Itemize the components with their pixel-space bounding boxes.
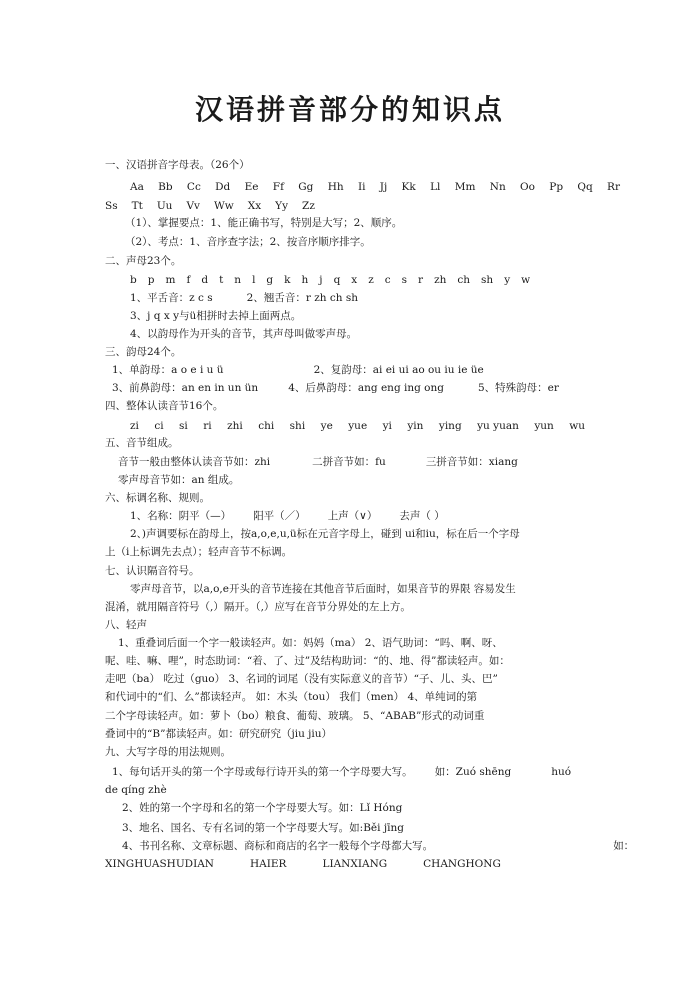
initial-consonant: b [130,274,137,286]
initial-consonant: w [521,274,531,286]
alphabet-letter-pair: Kk [401,181,416,193]
alphabet-letter-pair: Ll [430,181,441,193]
section-3-line-1 [112,363,484,377]
whole-syllable: yue [348,420,368,432]
section-8-line-5: 二个字母读轻声。如：萝卜（bo）粮食、葡萄、玻璃。 5、“ABAB”形式的动词重 [105,710,485,722]
initial-consonant: k [284,274,291,286]
alphabet-letter-pair: Zz [302,200,315,212]
brand-name: CHANGHONG [423,858,501,870]
section-1-point-2: （2）、考点：1、音序查字法；2、按音序顺序排字。 [125,236,371,248]
section-2-heading: 二、声母23个。 [105,255,182,267]
brand-name: XINGHUASHUDIAN [105,858,214,870]
section-1-heading: 一、汉语拼音字母表。（26个） [105,159,250,171]
brand-names-list [105,857,501,871]
section-8-line-2: 呢、哇、嘛、哩”，时态助词：“着、了、过”及结构助词：“的、地、得”都读轻声。如： [105,655,510,667]
alphabet-letter-pair: Hh [327,181,344,193]
whole-syllable: zi [130,420,139,432]
alphabet-row-1 [130,180,620,194]
section-3-line-2 [112,381,559,395]
capital-example-1-cont: huó [551,766,572,778]
alphabet-letter-pair: Cc [186,181,201,193]
initial-consonant: f [186,274,191,286]
section-2-point-3: 3、j q x y与ü相拼时去掉上面两点。 [130,310,302,322]
section-6-tones [130,509,445,523]
initial-consonant: x [351,274,358,286]
alphabet-letter-pair: Jj [379,181,388,193]
section-9-line-4: 3、地名、国名、专有名词的第一个字母要大写。如:Běi jīng [122,822,404,834]
capital-example-1: 如：Zuó shēng [434,766,512,778]
capital-example-4-label: 如： [613,840,635,852]
initial-consonant: y [504,274,511,286]
section-8-line-4: 和代词中的“们、么”都读轻声。 如：木头（tou） 我们（men） 4、单纯词的第 [105,691,478,703]
whole-syllable: ci [154,420,164,432]
section-2-point-1 [130,291,358,305]
whole-syllable: shi [289,420,306,432]
brand-name: HAIER [250,858,287,870]
section-7-line-1: 零声母音节，以a,o,e开头的音节连接在其他音节后面时，如果音节的界限 容易发生 [130,583,516,595]
section-6-rule-2: 2、)声调要标在韵母上，按a,o,e,u,ü标在元音字母上，碰到 ui和iu，标在后一个字母 [130,528,520,540]
section-7-heading: 七、认识隔音符号。 [105,565,200,577]
section-7-line-2: 混淆，就用隔音符号（,）隔开。（,）应写在音节分界处的左上方。 [105,601,411,613]
tone-qusheng: 去声（ ） [399,510,445,522]
front-nasal-finals: 3、前鼻韵母：an en in un ün [112,382,259,394]
initial-consonant: l [252,274,256,286]
simple-finals: 1、单韵母：a o e i u ü [112,364,224,376]
alphabet-letter-pair: Ii [357,181,366,193]
alphabet-letter-pair: Pp [549,181,564,193]
section-8-heading: 八、轻声 [105,619,147,631]
initial-consonant: p [147,274,155,286]
initial-consonant: h [301,274,309,286]
initial-consonant: sh [481,274,494,286]
initial-consonant: d [201,274,209,286]
section-6-rule-3: 上（i上标调先去点）；轻声音节不标调。 [105,546,293,558]
page-title: 汉语拼音部分的知识点 [194,93,505,126]
alphabet-letter-pair: Xx [247,200,262,212]
alphabet-letter-pair: Vv [186,200,200,212]
alphabet-letter-pair: Bb [158,181,173,193]
section-9-line-3: 2、姓的第一个字母和名的第一个字母要大写。如：Lǐ Hóng [122,802,403,814]
whole-syllable: ri [203,420,212,432]
initial-consonant: ch [457,274,471,286]
initial-consonant: q [333,274,341,286]
alphabet-letter-pair: Aa [130,181,144,193]
special-final: 5、特殊韵母：er [478,382,559,394]
whole-syllable: si [179,420,188,432]
section-9-line-5 [122,839,634,853]
initial-consonant: j [319,274,323,286]
alphabet-letter-pair: Nn [489,181,506,193]
whole-syllable: yu yuan [477,420,519,432]
initial-consonant: c [384,274,391,286]
alphabet-letter-pair: Dd [215,181,231,193]
syllable-example-2: 二拼音节如：fu [312,456,386,468]
compound-finals: 2、复韵母：ai ei ui ao ou iu ie üe [313,364,484,376]
alphabet-letter-pair: Uu [156,200,173,212]
section-9-heading: 九、大写字母的用法规则。 [105,746,231,758]
alphabet-letter-pair: Mm [454,181,476,193]
whole-syllable: zhi [227,420,243,432]
whole-syllable: chi [258,420,275,432]
whole-syllable: yin [407,420,424,432]
initial-consonant: zh [434,274,447,286]
section-8-line-6: 叠词中的“B”都读轻声。如：研究研究（jiu jiu） [105,728,333,740]
initial-consonant: s [401,274,408,286]
alphabet-letter-pair: Ee [244,181,259,193]
section-9-line-1 [112,765,571,779]
alphabet-letter-pair: Ww [213,200,234,212]
section-5-line-1 [118,455,518,469]
section-2-point-4: 4、以韵母作为开头的音节，其声母叫做零声母。 [130,328,358,340]
whole-syllables-list [130,419,585,433]
whole-syllable: ye [320,420,333,432]
tone-yinping: 1、名称：阴平（—） [130,510,232,522]
initial-consonant: z [368,274,374,286]
section-6-heading: 六、标调名称、规则。 [105,492,210,504]
whole-syllable: wu [569,420,585,432]
syllable-example-1: 音节一般由整体认读音节如：zhi [118,456,271,468]
alphabet-letter-pair: Rr [607,181,620,193]
initials-list [130,273,530,287]
brand-name: LIANXIANG [322,858,388,870]
capital-rule-1: 1、每句话开头的第一个字母或每行诗开头的第一个字母要大写。 [112,766,413,778]
initial-consonant: r [418,274,424,286]
capital-rule-4: 4、书刊名称、文章标题、商标和商店的名字一般每个字母都大写。 [122,840,434,852]
whole-syllable: ying [438,420,462,432]
section-1-point-1: （1）、掌握要点：1、能正确书写，特别是大写；2、顺序。 [125,217,403,229]
alphabet-letter-pair: Tt [131,200,143,212]
section-4-heading: 四、整体认读音节16个。 [105,400,224,412]
initial-consonant: n [234,274,242,286]
syllable-example-3: 三拼音节如：xiang [425,456,518,468]
initial-consonant: m [165,274,176,286]
alphabet-row-2 [105,199,315,213]
section-8-line-3: 走吧（ba） 吃过（guo） 3、名词的词尾（没有实际意义的音节）“子、儿、头、巴” [105,673,498,685]
alphabet-letter-pair: Ss [105,200,118,212]
section-8-line-1: 1、重叠词后面一个字一般读轻声。如：妈妈（ma） 2、语气助词：“吗、啊、呀、 [118,637,503,649]
section-5-line-2: 零声母音节如：an 组成。 [118,474,240,486]
alphabet-letter-pair: Qq [577,181,593,193]
alphabet-letter-pair: Oo [520,181,535,193]
flat-tongue-sounds: 1、平舌音：z c s [130,292,213,304]
alphabet-letter-pair: Gg [298,181,314,193]
tone-yangping: 阳平（／） [253,510,306,522]
retroflex-sounds: 2、翘舌音：r zh ch sh [246,292,358,304]
back-nasal-finals: 4、后鼻韵母：ang eng ing ong [288,382,444,394]
whole-syllable: yi [382,420,392,432]
section-3-heading: 三、韵母24个。 [105,346,182,358]
initial-consonant: g [266,274,274,286]
initial-consonant: t [219,274,224,286]
whole-syllable: yun [534,420,554,432]
alphabet-letter-pair: Yy [275,200,289,212]
tone-shangsheng: 上声（∨） [327,510,378,522]
section-5-heading: 五、音节组成。 [105,437,179,449]
alphabet-letter-pair: Ff [272,181,284,193]
section-9-line-2: de qíng zhè [105,784,167,796]
